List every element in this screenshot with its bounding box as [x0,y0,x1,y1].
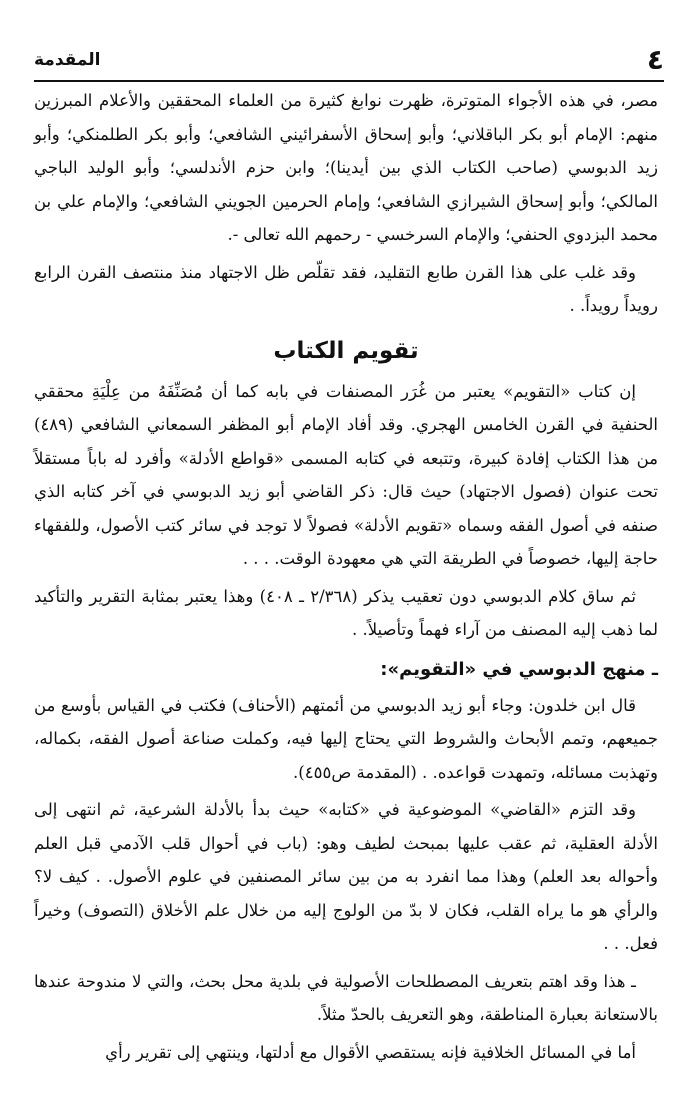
paragraph-definitions: ـ هذا وقد اهتم بتعريف المصطلحات الأصولية في بلدية محل بحث، والتي لا مندوحة عندها بالاستعانة بعبارة المناطقة، وهو التعريف بالحدّ مثلاً. [34,971,658,1024]
paragraph-taqlid: وقد غلب على هذا القرن طابع التقليد، فقد تقلّص ظل الاجتهاد منذ منتصف القرن الرابع رويداً رويداً. . [34,262,658,315]
paragraph-scholars: مصر، في هذه الأجواء المتوترة، ظهرت نوابغ كثيرة من العلماء المحققين والأعلام المبرزين منهم: الإمام أبو بكر الباقلاني؛ وأبو إسحاق الأسفرائيني الشافعي؛ وأبو بكر الطلمنكي؛ وأبو زيد الدبوسي (صاحب الكتاب الذي بين أيدينا)؛ وابن حزم الأندلسي؛ وأبو الوليد الباجي المالكي؛ وأبو إسحاق الشيرازي الشافعي؛ وإمام الحرمين الجويني الشافعي؛ والإمام علي بن محمد البزدوي الحنفي؛ والإمام السرخسي - رحمهم الله تعالى -. [34,91,658,244]
paragraph-disputed-issues: أما في المسائل الخلافية فإنه يستقصي الأقوال مع أدلتها، وينتهي إلى تقرير رأي [105,1042,636,1062]
section-title: تقويم الكتاب [273,337,419,364]
page-number: ٤ [646,43,664,76]
paragraph-confirmation: ثم ساق كلام الدبوسي دون تعقيب يذكر (٢/٣٦٨ ـ ٤٠٨) وهذا يعتبر بمثابة التقرير والتأكيد لما ذهب إليه المصنف من آراء فهماً وتأصيلاً. . [34,586,658,639]
running-title: المقدمة [34,50,101,70]
paragraph-ibn-khaldun: قال ابن خلدون: وجاء أبو زيد الدبوسي من أئمتهم (الأحناف) فكتب في القياس بأوسع من جميعهم، وتمم الأبحاث والشروط التي يحتاج إليها فيه، وكملت صناعة أصول الفقه، بكماله، وتهذبت مسائله، وتمهدت قواعده. . (المقدمة ص٤٥٥). [34,695,658,782]
paragraph-objectivity: وقد التزم «القاضي» الموضوعية في «كتابه» حيث بدأ بالأدلة الشرعية، ثم انتهى إلى الأدلة العقلية، ثم عقب عليها بمبحث لطيف وهو: (باب في أحوال قلب الآدمي قبل العلم وأحواله بعد العلم) وهذا مما انفرد به من بين سائر المصنفين في علوم الأصول. . كيف لا؟ والرأي هو ما يراه القلب، فكان لا بدّ من الولوج إليه من خلال علم الأخلاق (التصوف) وخيراً فعل. . . [34,800,658,953]
subheading-method: ـ منهج الدبوسي في «التقويم»: [380,658,658,680]
page-header [34,40,664,82]
paragraph-book-evaluation: إن كتاب «التقويم» يعتبر من غُرَر المصنفات في بابه كما أن مُصَنِّفَهُ من عِلْيَةِ محققي الحنفية في القرن الخامس الهجري. وقد أفاد الإمام أبو المظفر السمعاني الشافعي (٤٨٩) من هذا الكتاب إفادة كبيرة، وتتبعه في كتابه المسمى «قواطع الأدلة» وأفرد له باباً مستقلاً تحت عنوان (فصول الاجتهاد) حيث قال: ذكر القاضي أبو زيد الدبوسي في آخر كتابه الذي صنفه في أصول الفقه وسماه «تقويم الأدلة» فصولاً لا توجد في سائر كتب الأصول، وللفقهاء حاجة إليها، خصوصاً في الطريقة التي هي معهودة الوقت. . . . [34,381,658,568]
page-body [34,84,658,1097]
